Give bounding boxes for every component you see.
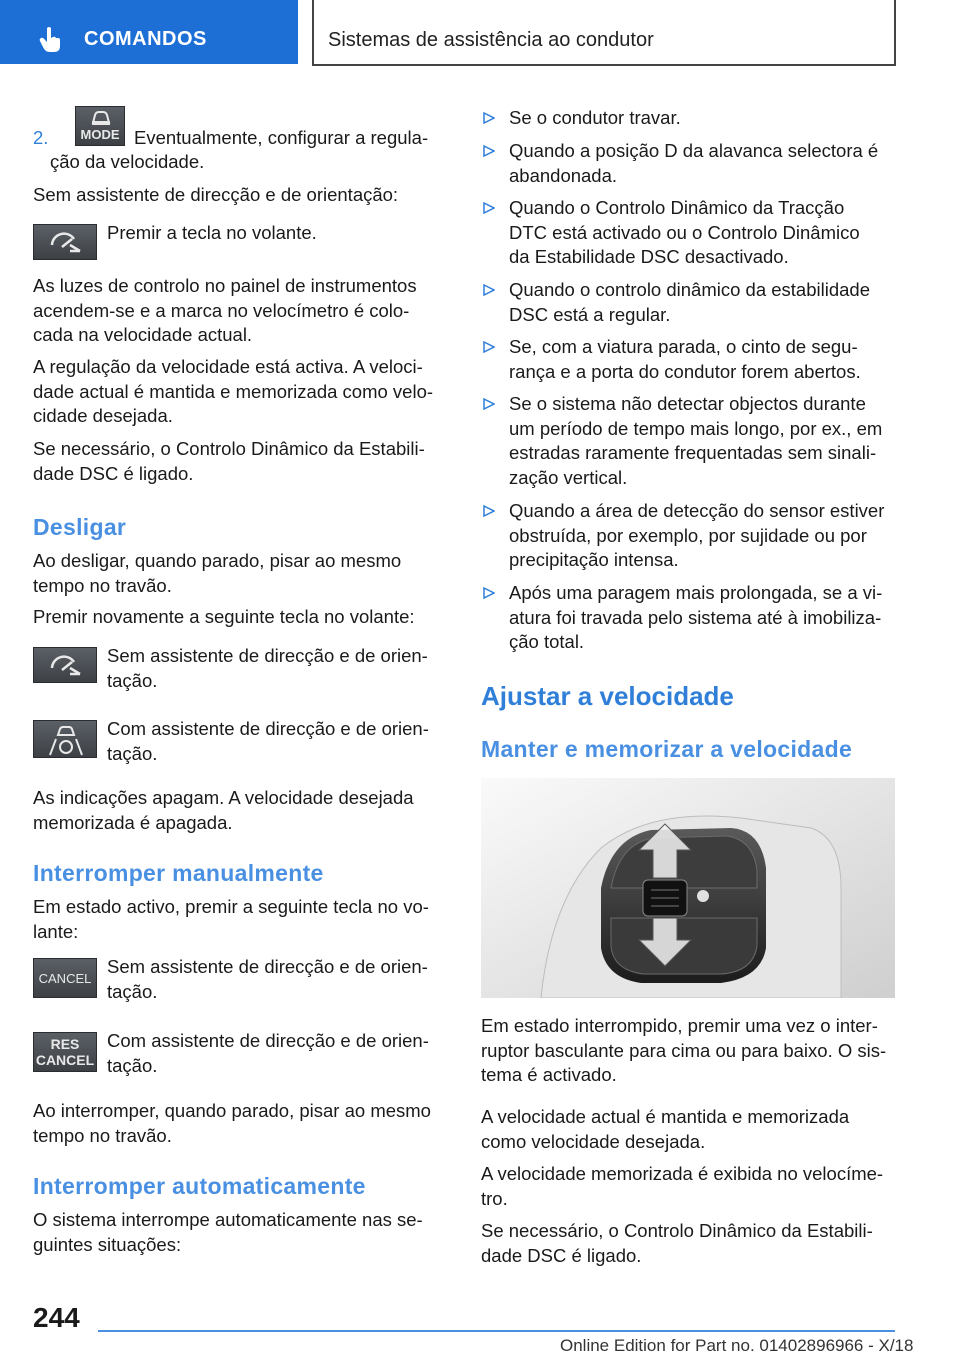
section-title-box	[312, 0, 896, 66]
indicacoes-paragraph: As indicações apagam. A velocidade desejada memorizada é apagada.	[33, 787, 414, 833]
step-text-2: ção da velocidade.	[50, 151, 205, 172]
cancel-button-image	[33, 958, 97, 998]
ao-interromper-paragraph: Ao interromper, quando parado, pisar ao mesmo tempo no travão.	[33, 1100, 431, 1146]
cruise-control-icon	[34, 648, 98, 684]
mode-button-image	[75, 106, 125, 146]
regulacao-paragraph: A regulação da velocidade está activa. A veloci- dade actual é mantida e memorizada como velo- cidade desejada.	[33, 356, 434, 426]
footer-edition: Online Edition for Part no. 01402896966 - X/18	[560, 1336, 914, 1355]
actual-paragraph: A velocidade actual é mantida e memorizada como velocidade desejada.	[481, 1106, 850, 1152]
dsc-paragraph: Se necessário, o Controlo Dinâmico da Estabili- dade DSC é ligado.	[33, 438, 425, 484]
triangle-bullet-icon	[483, 505, 495, 517]
triangle-bullet-icon	[483, 112, 495, 124]
heading-desligar: Desligar	[33, 514, 127, 540]
heading-interromper-manual: Interromper manualmente	[33, 860, 324, 886]
steering-assist-icon	[34, 721, 98, 759]
triangle-bullet-icon	[483, 284, 495, 296]
triangle-bullet-icon	[483, 341, 495, 353]
speed-limiter-button-image-2	[33, 647, 97, 683]
triangle-bullet-icon	[483, 398, 495, 410]
chapter-tab-label: COMANDOS	[84, 28, 207, 50]
rocker-switch-illustration	[481, 778, 895, 998]
cancel-label: CANCEL	[38, 971, 92, 986]
heading-manter-memorizar: Manter e memorizar a velocidade	[481, 736, 853, 762]
res-cancel-button-image	[33, 1032, 97, 1072]
option-sem-assistente-1: Sem assistente de direcção e de orien- tação.	[107, 645, 428, 691]
triangle-bullet-icon	[483, 145, 495, 157]
section-title: Sistemas de assistência ao condutor	[328, 29, 654, 51]
option-com-assistente-2: Com assistente de direcção e de orien- tação.	[107, 1030, 429, 1076]
page-header	[0, 0, 960, 66]
interrompido-paragraph: Em estado interrompido, premir uma vez o inter- ruptor basculante para cima ou para baixo. O sis- tema é activado.	[481, 1015, 887, 1085]
sem-assistente-paragraph: Sem assistente de direcção e de orientação:	[33, 184, 399, 205]
dsc-paragraph-right: Se necessário, o Controlo Dinâmico da Estabili- dade DSC é ligado.	[481, 1220, 873, 1266]
res-cancel-label: CANCEL	[35, 1052, 95, 1068]
premir-tecla-paragraph: Premir a tecla no volante.	[107, 222, 317, 243]
page-number: 244	[33, 1302, 80, 1333]
steering-wheel-switch-photo	[481, 778, 895, 998]
car-front-icon	[76, 107, 126, 129]
step-number: 2.	[33, 127, 49, 148]
speed-limiter-button-image	[33, 224, 97, 260]
res-label: RES	[50, 1036, 80, 1052]
triangle-bullet-icon	[483, 202, 495, 214]
cruise-control-icon	[34, 225, 98, 261]
triangle-bullet-icon	[483, 587, 495, 599]
option-com-assistente-1: Com assistente de direcção e de orien- tação.	[107, 718, 429, 764]
sistema-paragraph: O sistema interrompe automaticamente nas se- guintes situações:	[33, 1209, 423, 1255]
heading-ajustar-velocidade: Ajustar a velocidade	[481, 681, 734, 711]
option-sem-assistente-2: Sem assistente de direcção e de orien- tação.	[107, 956, 428, 1002]
heading-interromper-auto: Interromper automaticamente	[33, 1173, 366, 1199]
footer-divider	[98, 1330, 895, 1332]
mode-label: MODE	[80, 127, 120, 142]
luzes-paragraph: As luzes de controlo no painel de instrumentos acendem-se e a marca no velocímetro é colo- cada na velocidade actual.	[33, 275, 417, 345]
desligar-paragraph: Ao desligar, quando parado, pisar ao mesmo tempo no travão.	[33, 550, 402, 596]
step-text-1: Eventualmente, configurar a regula-	[134, 127, 429, 148]
memorizada-paragraph: A velocidade memorizada é exibida no velocíme- tro.	[481, 1163, 884, 1209]
premir-novamente-paragraph: Premir novamente a seguinte tecla no volante:	[33, 606, 415, 627]
chapter-tab[interactable]	[0, 0, 298, 64]
estado-activo-paragraph: Em estado activo, premir a seguinte tecla no vo- lante:	[33, 896, 429, 942]
assist-button-image	[33, 720, 97, 758]
hand-pointer-icon	[38, 26, 64, 54]
